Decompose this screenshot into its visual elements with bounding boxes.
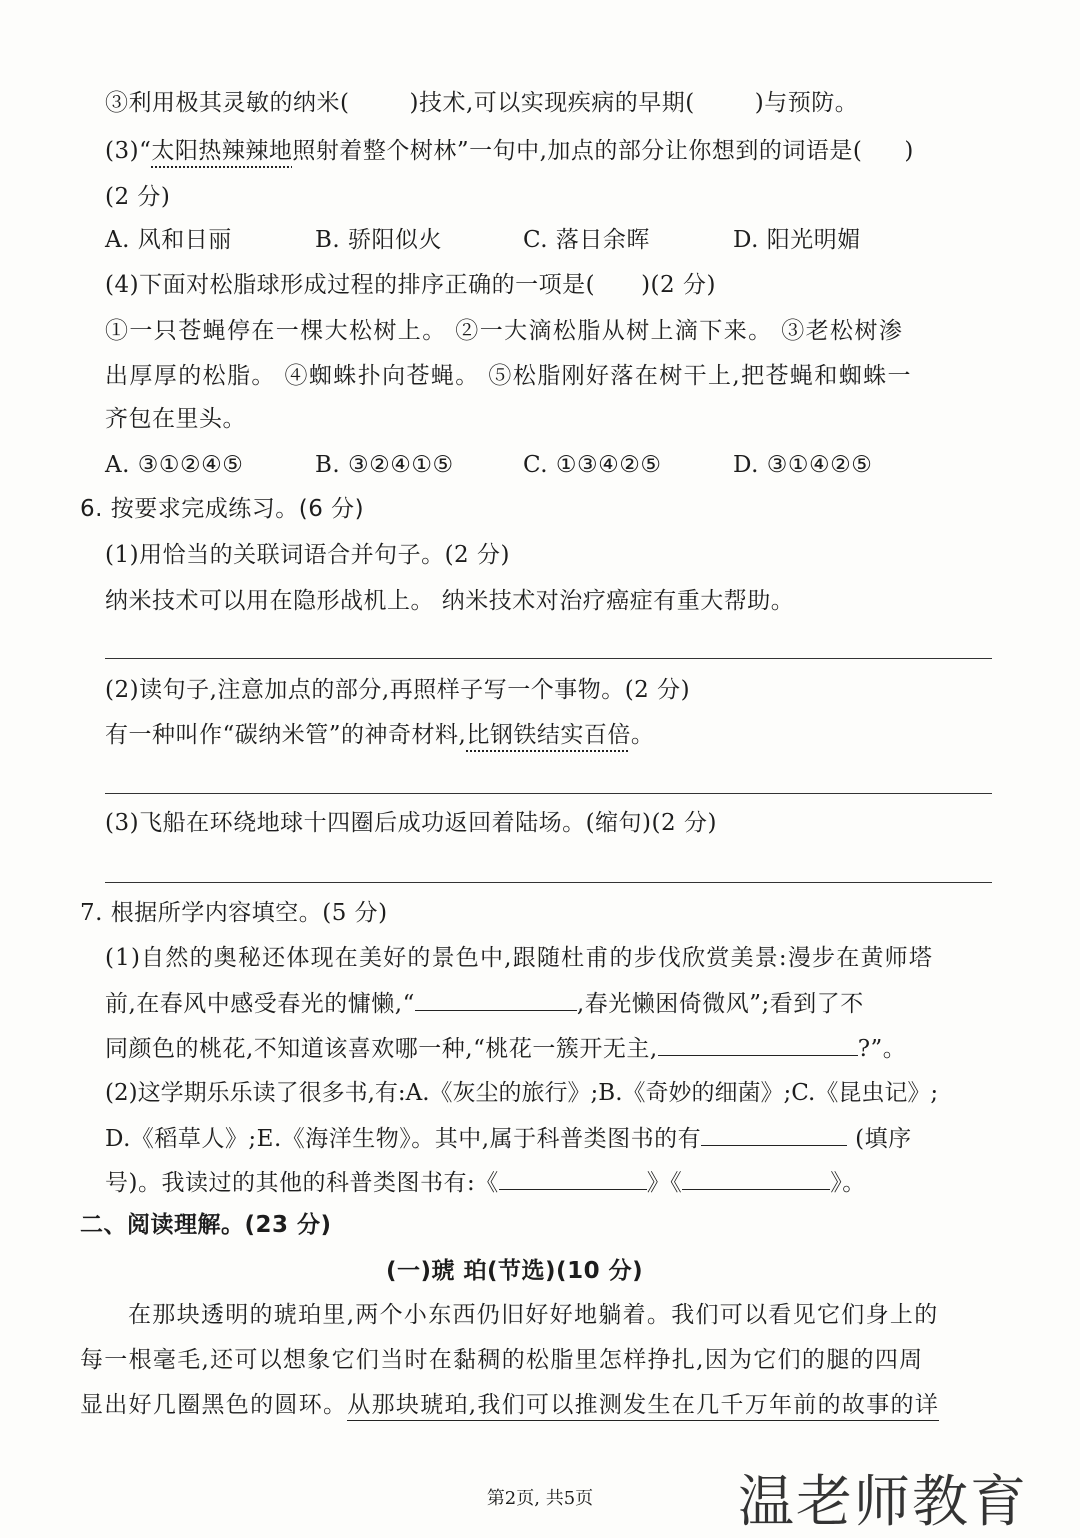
q5-4-option-a: A. ③①②④⑤ [105, 452, 244, 478]
poem-blank-2[interactable] [658, 1033, 858, 1056]
q7-line5: D.《稻草人》;E.《海洋生物》。其中,属于科普类图书的有 (填序 [105, 1123, 912, 1154]
q7-title: 7. 根据所学内容填空。(5 分) [80, 900, 388, 926]
q5-3-option-b: B. 骄阳似火 [315, 227, 443, 253]
q7-line6: 号)。我读过的其他的科普类图书有:《 》《 》。 [105, 1167, 866, 1198]
q5-3-option-d: D. 阳光明媚 [733, 227, 861, 253]
q5-4-line1: ①一只苍蝇停在一棵大松树上。 ②一大滴松脂从树上滴下来。 ③老松树渗 [105, 318, 904, 344]
q7-line1: (1)自然的奥秘还体现在美好的景色中,跟随杜甫的步伐欣赏美景:漫步在黄师塔 [105, 945, 934, 971]
poem-blank-1[interactable] [415, 988, 577, 1011]
q6-s2-answer-line[interactable] [105, 793, 992, 794]
book-blank-2[interactable] [682, 1167, 830, 1190]
sci-books-blank[interactable] [701, 1123, 847, 1146]
q5-4-option-c: C. ①③④②⑤ [523, 452, 662, 478]
q5-4-option-d: D. ③①④②⑤ [733, 452, 873, 478]
q5-4-option-b: B. ③②④①⑤ [315, 452, 454, 478]
q5-3-score: (2 分) [105, 184, 171, 210]
q7-line3: 同颜色的桃花,不知道该喜欢哪一种,“桃花一簇开无主, ?”。 [105, 1033, 906, 1064]
dotted-phrase: 比钢铁结实百倍 [466, 722, 631, 748]
q5-3-stem: (3)“太阳热辣辣地照射着整个树林”一句中,加点的部分让你想到的词语是( ) [105, 138, 914, 164]
book-blank-1[interactable] [499, 1167, 647, 1190]
q5-4-line2: 出厚厚的松脂。 ④蜘蛛扑向苍蝇。 ⑤松脂刚好落在树干上,把苍蝇和蜘蛛一 [105, 363, 912, 389]
q5-3-option-a: A. 风和日丽 [105, 227, 232, 253]
dotted-phrase: 太阳热辣辣地 [151, 138, 293, 164]
passage-line2: 每一根毫毛,还可以想象它们当时在黏稠的松脂里怎样挣扎,因为它们的腿的四周 [80, 1347, 924, 1373]
q6-s3-answer-line[interactable] [105, 882, 992, 883]
q5-3-option-c: C. 落日余晖 [523, 227, 650, 253]
q6-s1-title: (1)用恰当的关联词语合并句子。(2 分) [105, 542, 510, 568]
watermark: 温老师教育 [738, 1470, 1028, 1535]
q5-item3-line: ③利用极其灵敏的纳米( )技术,可以实现疾病的早期( )与预防。 [105, 90, 859, 116]
q7-line4: (2)这学期乐乐读了很多书,有:A.《灰尘的旅行》;B.《奇妙的细菌》;C.《昆虫记》; [105, 1080, 939, 1106]
q5-4-line3: 齐包在里头。 [105, 406, 246, 432]
q6-s1-text: 纳米技术可以用在隐形战机上。 纳米技术对治疗癌症有重大帮助。 [105, 588, 795, 614]
q6-s2-text: 有一种叫作“碳纳米管”的神奇材料,比钢铁结实百倍。 [105, 722, 655, 748]
q6-s3-title: (3)飞船在环绕地球十四圈后成功返回着陆场。(缩句)(2 分) [105, 810, 717, 836]
q5-4-stem: (4)下面对松脂球形成过程的排序正确的一项是( )(2 分) [105, 272, 716, 298]
passage-line1: 在那块透明的琥珀里,两个小东西仍旧好好地躺着。我们可以看见它们身上的 [128, 1302, 939, 1328]
q6-s2-title: (2)读句子,注意加点的部分,再照样子写一个事物。(2 分) [105, 677, 691, 703]
q7-line2: 前,在春风中感受春光的慵懒,“ ,春光懒困倚微风”;看到了不 [105, 988, 864, 1019]
q6-s1-answer-line[interactable] [105, 658, 992, 659]
q6-title: 6. 按要求完成练习。(6 分) [80, 496, 365, 522]
section2-title: 二、阅读理解。(23 分) [80, 1212, 332, 1238]
section2-subtitle: (一)琥 珀(节选)(10 分) [386, 1258, 644, 1284]
underlined-sentence: 从那块琥珀,我们可以推测发生在几千万年前的故事的详 [347, 1392, 939, 1421]
page-footer: 第2页, 共5页 [486, 1488, 594, 1509]
passage-line3: 显出好几圈黑色的圆环。从那块琥珀,我们可以推测发生在几千万年前的故事的详 [80, 1390, 939, 1420]
